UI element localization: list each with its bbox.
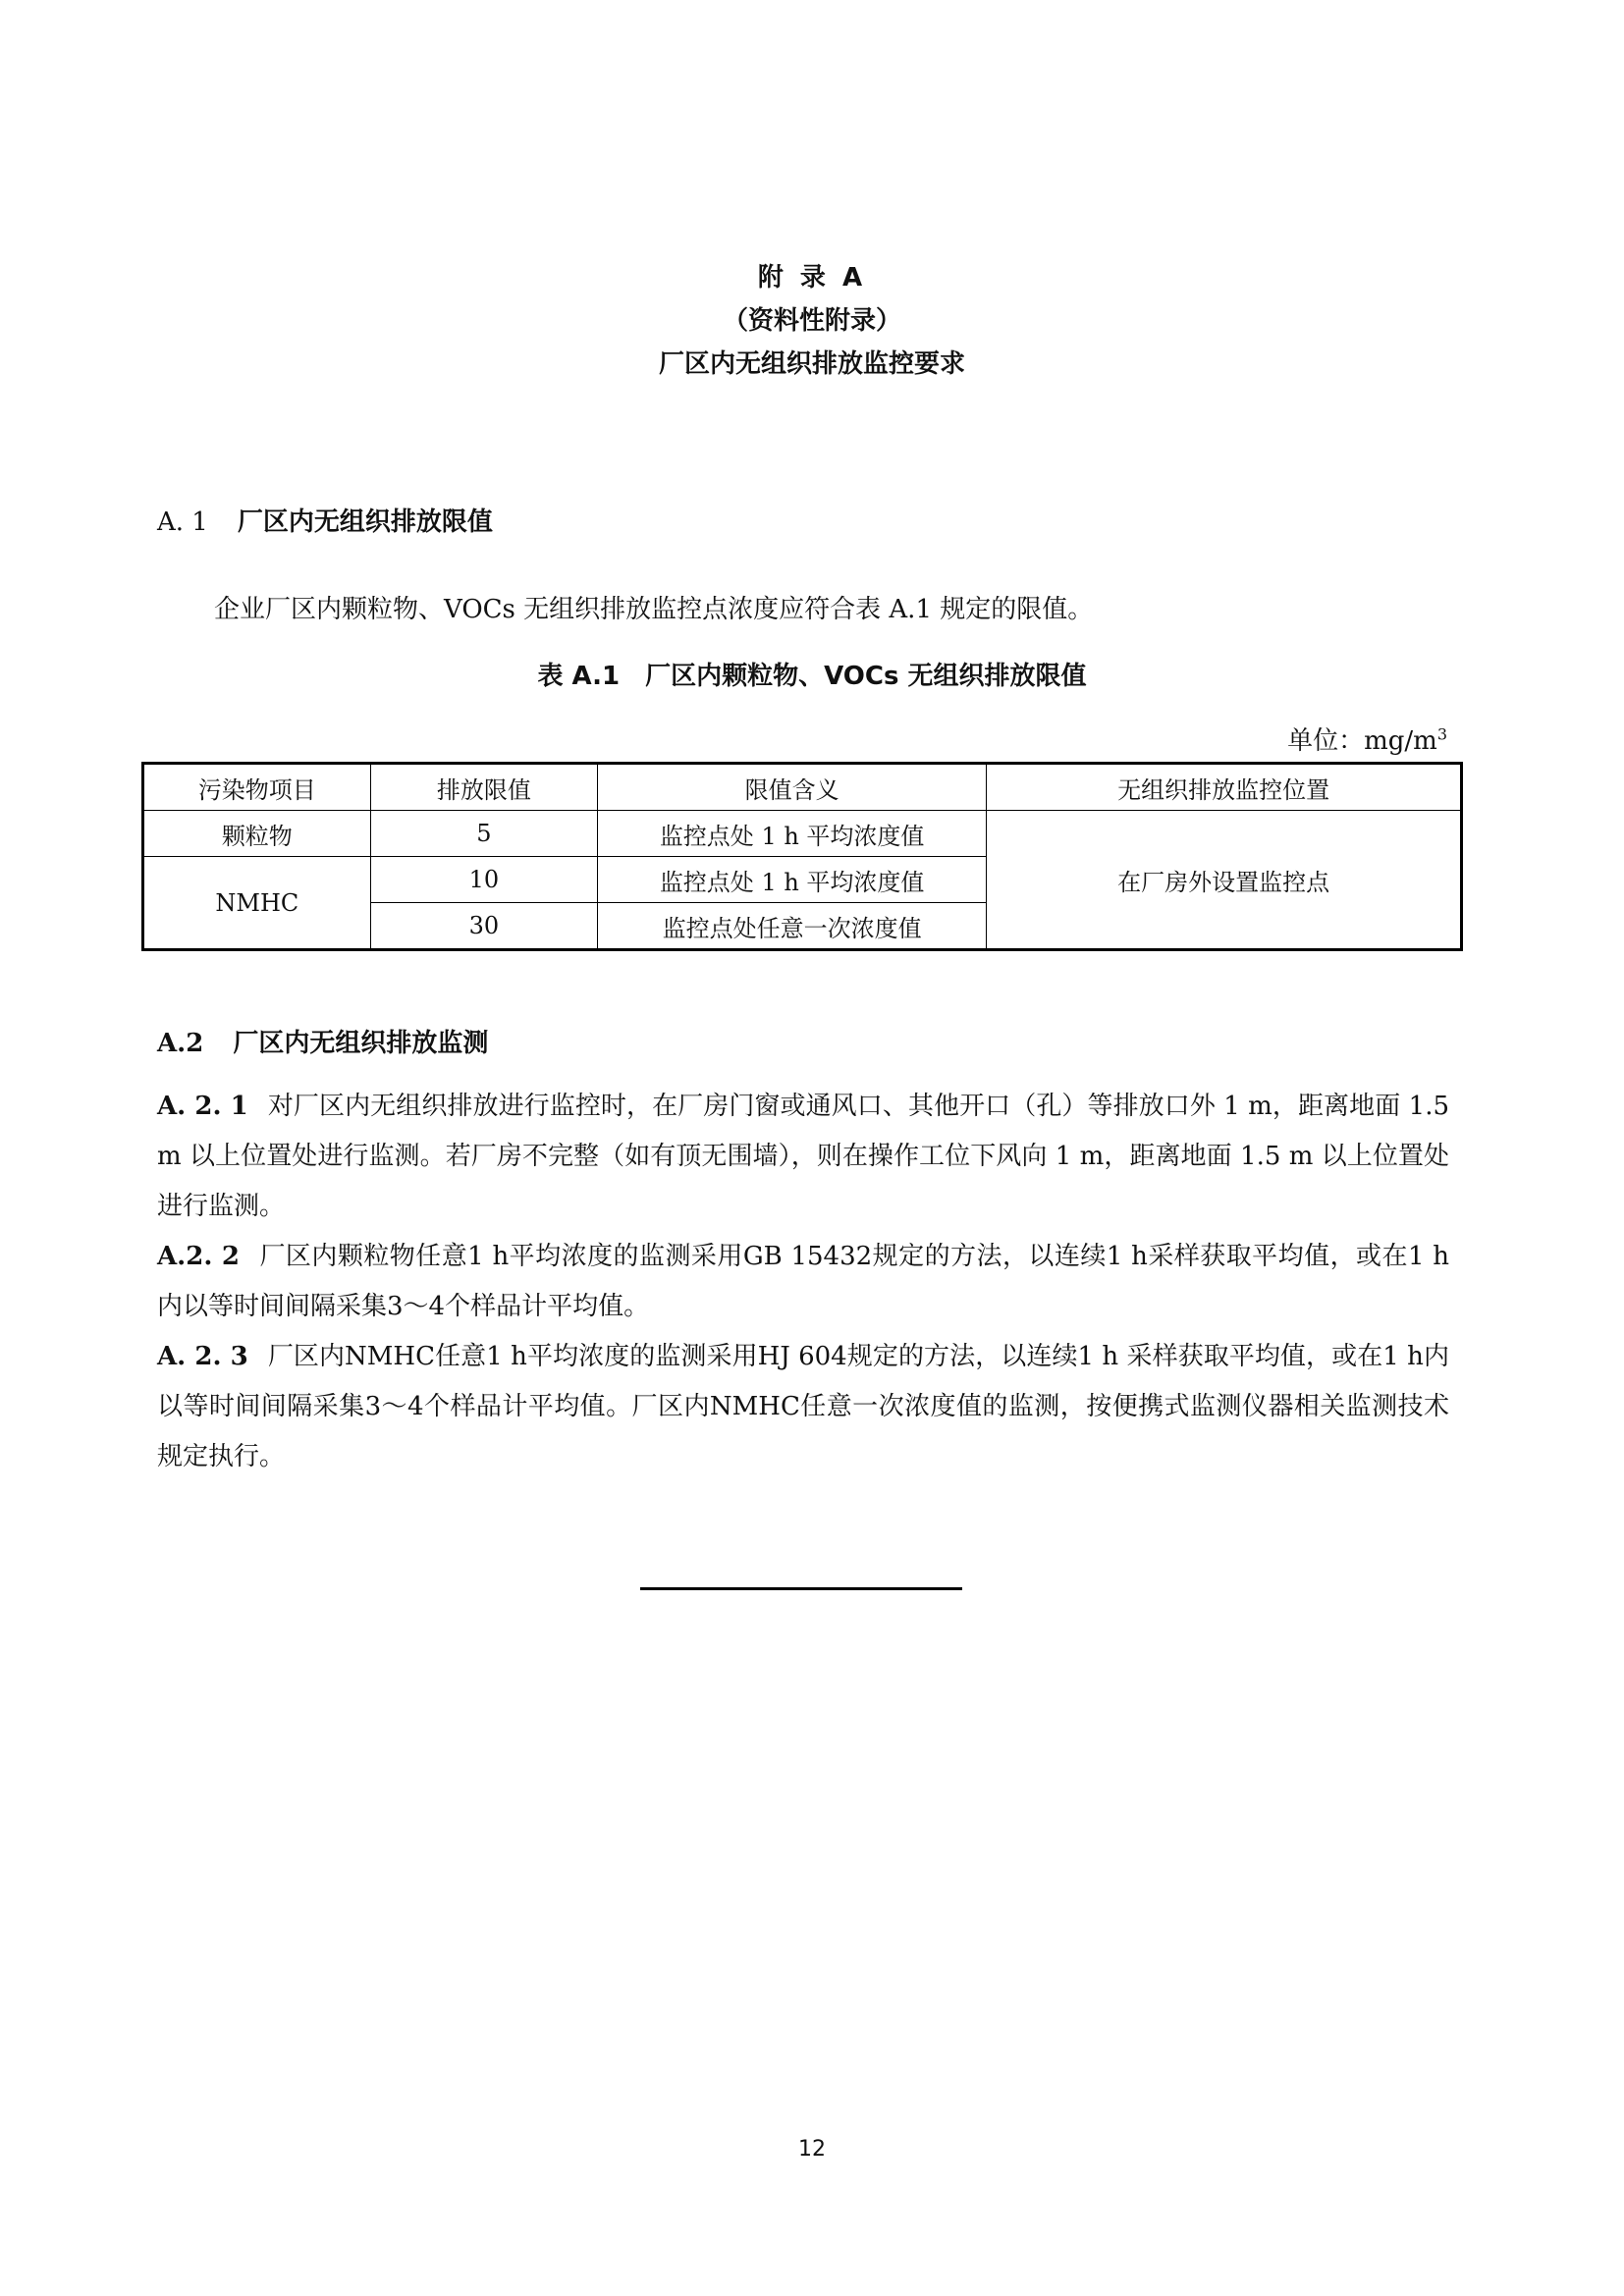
paragraph-a22 bbox=[157, 1232, 1449, 1332]
header-location: 无组织排放监控位置 bbox=[987, 764, 1462, 811]
table-caption: 表 A.1 厂区内颗粒物、VOCs 无组织排放限值 bbox=[537, 662, 1087, 691]
section-a1-title: 厂区内无组织排放限值 bbox=[237, 507, 493, 537]
table-row bbox=[143, 811, 1462, 857]
appendix-heading: 厂区内无组织排放监控要求 bbox=[658, 349, 965, 379]
cell-meaning: 监控点处 1 h 平均浓度值 bbox=[598, 811, 987, 857]
section-a1-intro: 企业厂区内颗粒物、VOCs 无组织排放监控点浓度应符合表 A.1 规定的限值。 bbox=[214, 595, 1094, 624]
paragraph-a23-number: A. 2. 3 bbox=[157, 1342, 248, 1371]
unit-label bbox=[1287, 721, 1447, 757]
cell-pollutant: NMHC bbox=[143, 857, 371, 950]
paragraph-a21-text: 对厂区内无组织排放进行监控时，在厂房门窗或通风口、其他开口（孔）等排放口外 1 m，距离地面 1.5 m 以上位置处进行监测。若厂房不完整（如有顶无围墙），则在操作工位下风向 1 m，距离地面 1.5 m 以上位置处进行监测。 bbox=[157, 1092, 1450, 1221]
paragraph-a22-number: A.2. 2 bbox=[157, 1242, 240, 1271]
unit-label-text: 单位：mg/m bbox=[1287, 726, 1437, 756]
paragraph-a22-text: 厂区内颗粒物任意1 h平均浓度的监测采用GB 15432规定的方法，以连续1 h采样获取平均值，或在1 h内以等时间间隔采集3～4个样品计平均值。 bbox=[157, 1242, 1449, 1321]
appendix-title: 附 录 A bbox=[757, 263, 867, 293]
cell-meaning: 监控点处任意一次浓度值 bbox=[598, 903, 987, 950]
section-a2-number: A.2 bbox=[157, 1029, 204, 1058]
cell-limit: 30 bbox=[370, 903, 597, 950]
table-header-row bbox=[143, 764, 1462, 811]
header-limit: 排放限值 bbox=[370, 764, 597, 811]
section-a2-heading bbox=[157, 1023, 488, 1059]
paragraph-a23 bbox=[157, 1332, 1449, 1482]
cell-limit: 5 bbox=[370, 811, 597, 857]
paragraph-a21 bbox=[157, 1082, 1449, 1232]
page-number: 12 bbox=[798, 2137, 826, 2162]
limits-table bbox=[141, 762, 1463, 951]
header-pollutant: 污染物项目 bbox=[143, 764, 371, 811]
paragraph-a21-number: A. 2. 1 bbox=[157, 1092, 248, 1121]
header-meaning: 限值含义 bbox=[598, 764, 987, 811]
cell-pollutant: 颗粒物 bbox=[143, 811, 371, 857]
paragraph-a23-text: 厂区内NMHC任意1 h平均浓度的监测采用HJ 604规定的方法，以连续1 h 采样获取平均值，或在1 h内以等时间间隔采集3～4个样品计平均值。厂区内NMHC任意一次浓度值的监测，按便携式监测仪器相关监测技术规定执行。 bbox=[157, 1342, 1450, 1471]
cell-limit: 10 bbox=[370, 857, 597, 903]
section-a1-number: A. 1 bbox=[157, 507, 208, 537]
end-rule bbox=[640, 1587, 962, 1590]
unit-label-superscript: 3 bbox=[1436, 724, 1447, 744]
section-a1-heading bbox=[157, 502, 493, 538]
appendix-subtitle: （资料性附录） bbox=[722, 306, 901, 336]
cell-location: 在厂房外设置监控点 bbox=[987, 811, 1462, 950]
cell-meaning: 监控点处 1 h 平均浓度值 bbox=[598, 857, 987, 903]
section-a2-title: 厂区内无组织排放监测 bbox=[233, 1029, 489, 1058]
